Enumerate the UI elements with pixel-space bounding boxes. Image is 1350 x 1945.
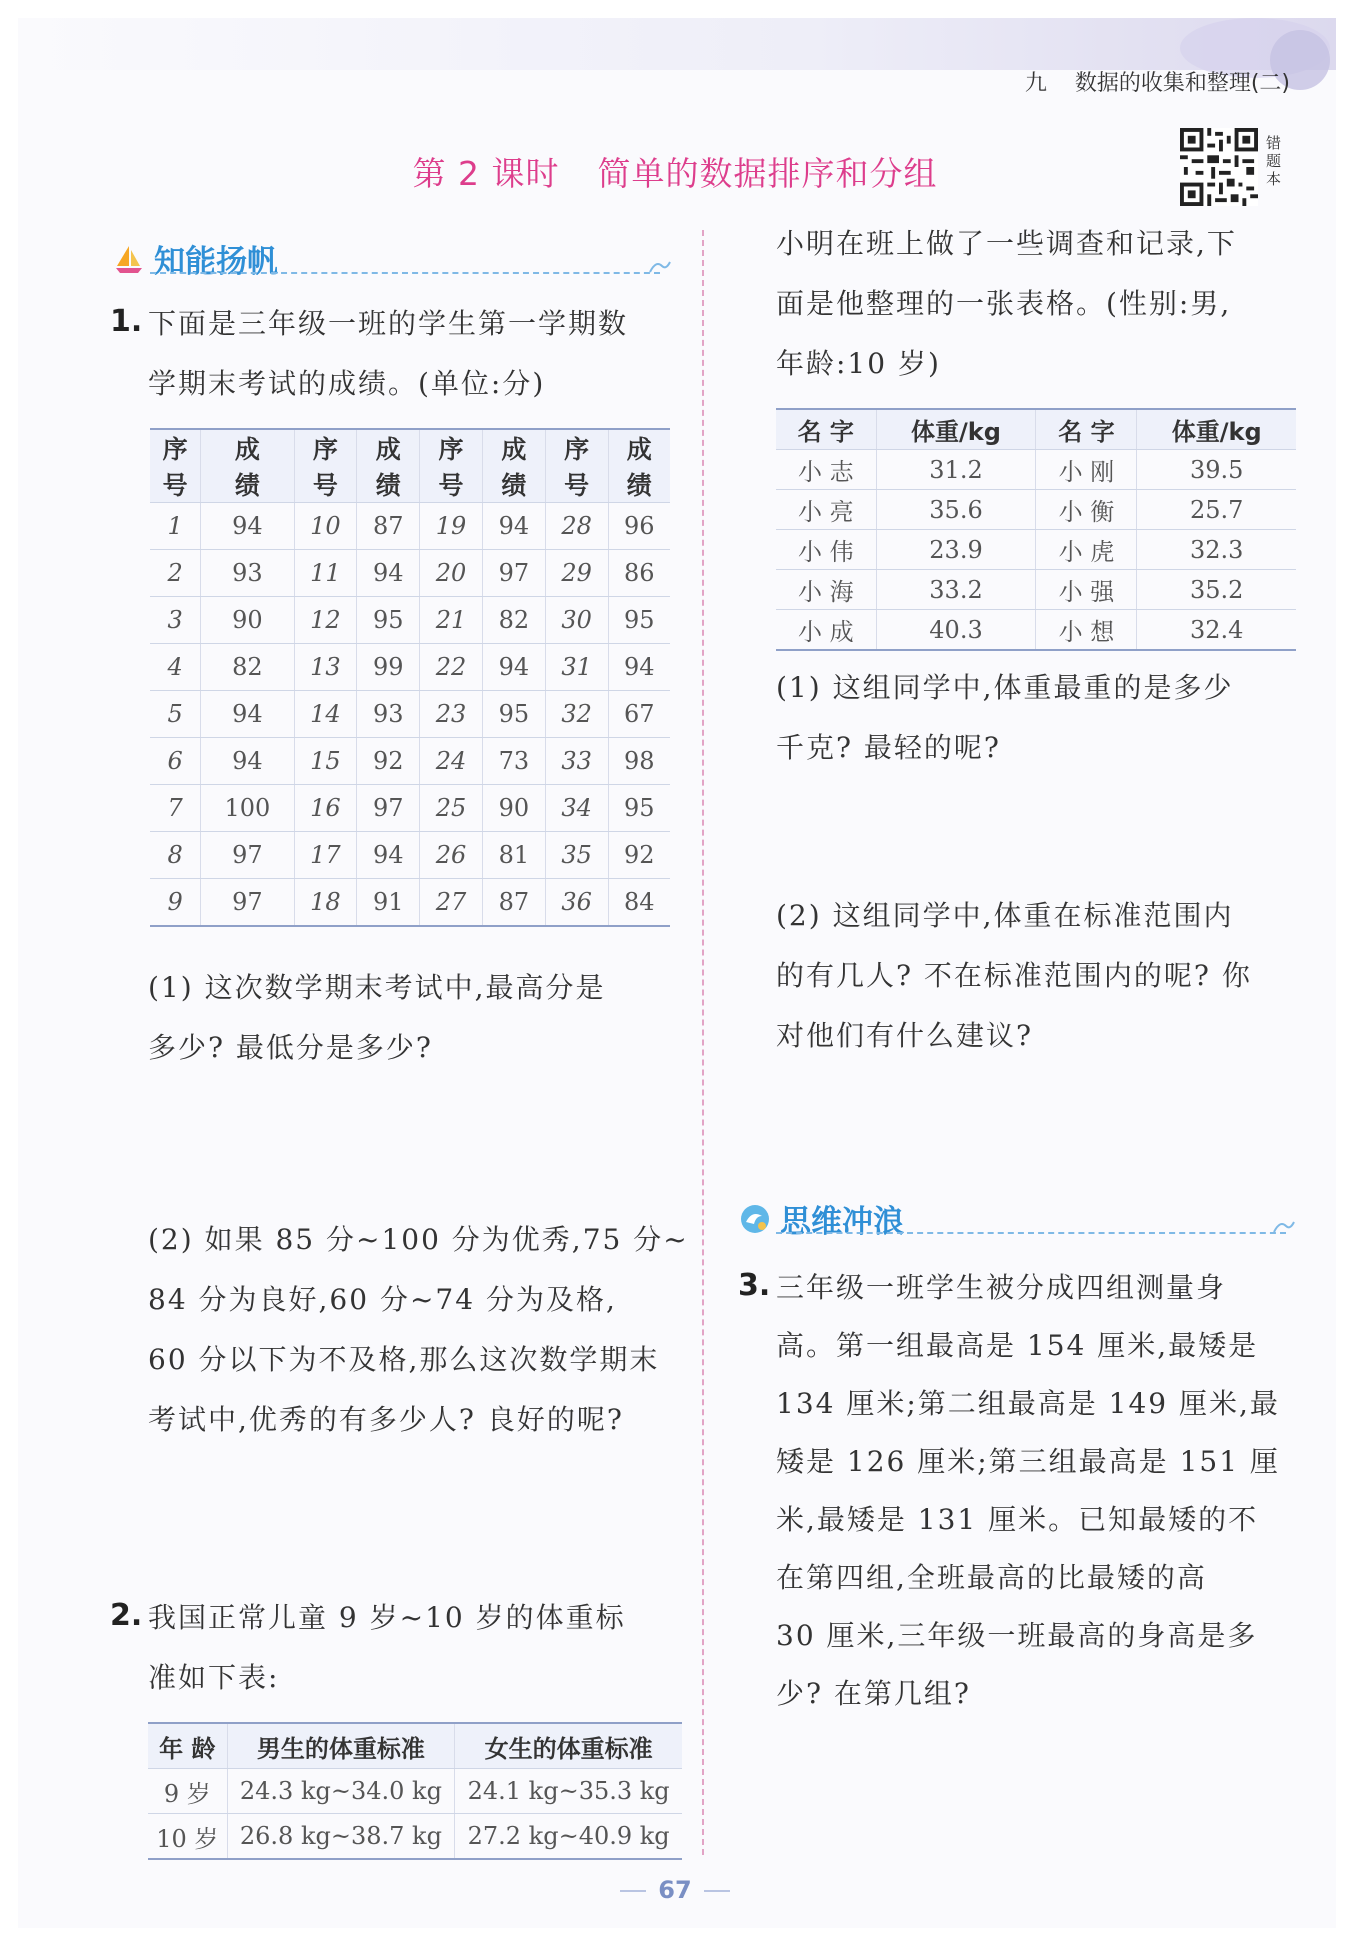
weight-cell: 23.9	[876, 530, 1036, 570]
weight-cell: 35.6	[876, 490, 1036, 530]
q2-cont-line3: 年龄:10 岁)	[776, 347, 941, 380]
seq-cell: 36	[545, 879, 608, 927]
weight-table-header	[776, 409, 1296, 450]
seq-cell: 5	[150, 691, 201, 738]
weight-cell: 40.3	[876, 610, 1036, 651]
score-cell: 93	[201, 550, 294, 597]
q1-sub2-line3: 60 分以下为不及格,那么这次数学期末	[148, 1343, 660, 1376]
score-cell: 97	[201, 879, 294, 927]
seq-cell: 16	[294, 785, 357, 832]
table-row	[150, 597, 670, 644]
table-row	[150, 738, 670, 785]
q1-sub2-line4: 考试中,优秀的有多少人? 良好的呢?	[148, 1403, 624, 1436]
weight-cell: 39.5	[1137, 450, 1296, 490]
score-cell: 97	[357, 785, 420, 832]
name-cell: 小 刚	[1036, 450, 1137, 490]
q2-stem-line2: 准如下表:	[148, 1661, 280, 1694]
header-cell: 序 号	[294, 429, 357, 503]
q1-sub1-line2: 多少? 最低分是多少?	[148, 1031, 433, 1064]
table-row	[148, 1769, 682, 1814]
q2-sub2-line1: (2) 这组同学中,体重在标准范围内	[776, 899, 1234, 932]
table-row	[150, 503, 670, 550]
weight-cell: 32.4	[1137, 610, 1296, 651]
section-heading-2	[738, 1196, 904, 1241]
table-row	[150, 691, 670, 738]
table-row	[776, 610, 1296, 651]
standard-table-header	[148, 1723, 682, 1769]
seq-cell: 24	[420, 738, 483, 785]
table-row	[150, 550, 670, 597]
table-row	[776, 450, 1296, 490]
scores-table	[150, 428, 670, 927]
page-number: 67	[0, 1876, 1350, 1904]
weight-record-table	[776, 408, 1296, 651]
wave-icon	[1272, 1216, 1296, 1236]
seq-cell: 1	[150, 503, 201, 550]
seq-cell: 9	[150, 879, 201, 927]
seq-cell: 19	[420, 503, 483, 550]
score-cell: 94	[608, 644, 670, 691]
seq-cell: 4	[150, 644, 201, 691]
lesson-name: 简单的数据排序和分组	[597, 154, 938, 193]
seq-cell: 34	[545, 785, 608, 832]
score-cell: 94	[201, 691, 294, 738]
seq-cell: 32	[545, 691, 608, 738]
weight-cell: 25.7	[1137, 490, 1296, 530]
table-cell: 9 岁	[148, 1769, 227, 1814]
score-cell: 93	[357, 691, 420, 738]
section-title-2: 思维冲浪	[780, 1204, 904, 1240]
header-cell: 成 绩	[357, 429, 420, 503]
name-cell: 小 亮	[776, 490, 876, 530]
table-row	[776, 530, 1296, 570]
lesson-number: 第 2 课时	[412, 154, 560, 193]
chapter-number: 九	[1024, 71, 1047, 96]
section-underline-1	[150, 272, 660, 274]
seq-cell: 6	[150, 738, 201, 785]
seq-cell: 29	[545, 550, 608, 597]
q2-cont-line1: 小明在班上做了一些调查和记录,下	[776, 227, 1237, 260]
column-divider	[702, 230, 704, 1855]
section-title-1: 知能扬帆	[154, 244, 278, 280]
lesson-title	[0, 148, 1350, 195]
score-cell: 82	[201, 644, 294, 691]
score-cell: 67	[608, 691, 670, 738]
table-row	[150, 879, 670, 927]
weight-cell: 31.2	[876, 450, 1036, 490]
score-cell: 90	[201, 597, 294, 644]
name-cell: 小 海	[776, 570, 876, 610]
seq-cell: 21	[420, 597, 483, 644]
seq-cell: 25	[420, 785, 483, 832]
weight-cell: 33.2	[876, 570, 1036, 610]
score-cell: 95	[357, 597, 420, 644]
score-cell: 100	[201, 785, 294, 832]
header-cell: 男生的体重标准	[227, 1723, 455, 1769]
name-cell: 小 伟	[776, 530, 876, 570]
seq-cell: 2	[150, 550, 201, 597]
weight-cell: 32.3	[1137, 530, 1296, 570]
weight-standard-table	[148, 1722, 682, 1860]
name-cell: 小 志	[776, 450, 876, 490]
table-cell: 26.8 kg~38.7 kg	[227, 1814, 455, 1860]
seq-cell: 11	[294, 550, 357, 597]
seq-cell: 26	[420, 832, 483, 879]
score-cell: 84	[608, 879, 670, 927]
table-row	[150, 785, 670, 832]
score-cell: 90	[482, 785, 545, 832]
qr-code-icon[interactable]	[1180, 128, 1258, 206]
table-cell: 10 岁	[148, 1814, 227, 1860]
header-cell: 体重/kg	[876, 409, 1036, 450]
wave-icon	[648, 256, 672, 276]
q3-line: 在第四组,全班最高的比最矮的高	[776, 1561, 1207, 1594]
score-cell: 99	[357, 644, 420, 691]
chapter-header	[1025, 66, 1290, 97]
seq-cell: 35	[545, 832, 608, 879]
header-cell: 序 号	[545, 429, 608, 503]
header-cell: 名 字	[1036, 409, 1137, 450]
score-cell: 94	[357, 832, 420, 879]
score-cell: 94	[482, 503, 545, 550]
score-cell: 95	[608, 597, 670, 644]
table-row	[148, 1814, 682, 1860]
seq-cell: 12	[294, 597, 357, 644]
q2-sub2-line3: 对他们有什么建议?	[776, 1019, 1034, 1052]
name-cell: 小 衡	[1036, 490, 1137, 530]
qr-label: 错题本	[1266, 134, 1282, 188]
seq-cell: 15	[294, 738, 357, 785]
seq-cell: 31	[545, 644, 608, 691]
score-cell: 73	[482, 738, 545, 785]
table-row	[150, 644, 670, 691]
q3-line: 30 厘米,三年级一班最高的身高是多	[776, 1619, 1258, 1652]
header-cell: 成 绩	[608, 429, 670, 503]
score-cell: 94	[482, 644, 545, 691]
header-cell: 序 号	[420, 429, 483, 503]
table-cell: 27.2 kg~40.9 kg	[455, 1814, 682, 1860]
table-cell: 24.3 kg~34.0 kg	[227, 1769, 455, 1814]
q3-line: 矮是 126 厘米;第三组最高是 151 厘	[776, 1445, 1280, 1478]
table-row	[776, 490, 1296, 530]
seq-cell: 33	[545, 738, 608, 785]
seq-cell: 13	[294, 644, 357, 691]
score-cell: 86	[608, 550, 670, 597]
seq-cell: 8	[150, 832, 201, 879]
seq-cell: 20	[420, 550, 483, 597]
score-cell: 95	[608, 785, 670, 832]
q3-line: 134 厘米;第二组最高是 149 厘米,最	[776, 1387, 1280, 1420]
score-cell: 94	[357, 550, 420, 597]
q2-cont-line2: 面是他整理的一张表格。(性别:男,	[776, 287, 1232, 320]
section-underline-2	[776, 1232, 1286, 1234]
header-cell: 年 龄	[148, 1723, 227, 1769]
seq-cell: 18	[294, 879, 357, 927]
score-cell: 92	[357, 738, 420, 785]
header-cell: 成 绩	[482, 429, 545, 503]
q1-stem-line1: 下面是三年级一班的学生第一学期数	[148, 307, 629, 340]
weight-cell: 35.2	[1137, 570, 1296, 610]
seq-cell: 30	[545, 597, 608, 644]
score-cell: 94	[201, 503, 294, 550]
q3-line: 三年级一班学生被分成四组测量身	[776, 1271, 1227, 1304]
score-cell: 97	[482, 550, 545, 597]
header-cell: 体重/kg	[1137, 409, 1296, 450]
seq-cell: 27	[420, 879, 483, 927]
header-cell: 名 字	[776, 409, 876, 450]
q3-line: 米,最矮是 131 厘米。已知最矮的不	[776, 1503, 1259, 1536]
scores-table-header	[150, 429, 670, 503]
scores-table-body	[150, 503, 670, 927]
q1-sub1-line1: (1) 这次数学期末考试中,最高分是	[148, 971, 606, 1004]
score-cell: 96	[608, 503, 670, 550]
q1-sub2-line1: (2) 如果 85 分~100 分为优秀,75 分~	[148, 1223, 689, 1256]
score-cell: 81	[482, 832, 545, 879]
seq-cell: 14	[294, 691, 357, 738]
score-cell: 92	[608, 832, 670, 879]
q3-line: 少? 在第几组?	[776, 1677, 971, 1710]
score-cell: 82	[482, 597, 545, 644]
section-heading-1	[112, 236, 278, 281]
seq-cell: 23	[420, 691, 483, 738]
weight-table-body	[776, 450, 1296, 651]
wave-surf-icon	[738, 1202, 772, 1236]
chapter-title: 数据的收集和整理(二)	[1074, 71, 1290, 96]
score-cell: 91	[357, 879, 420, 927]
seq-cell: 22	[420, 644, 483, 691]
name-cell: 小 想	[1036, 610, 1137, 651]
question-number-2: 2.	[110, 1598, 143, 1633]
seq-cell: 17	[294, 832, 357, 879]
q1-sub2-line2: 84 分为良好,60 分~74 分为及格,	[148, 1283, 617, 1316]
question-number-3: 3.	[738, 1268, 771, 1303]
sailboat-icon	[112, 242, 146, 276]
seq-cell: 10	[294, 503, 357, 550]
q2-sub2-line2: 的有几人? 不在标准范围内的呢? 你	[776, 959, 1252, 992]
score-cell: 95	[482, 691, 545, 738]
q2-sub1-line1: (1) 这组同学中,体重最重的是多少	[776, 671, 1234, 704]
seq-cell: 7	[150, 785, 201, 832]
top-decoration-band	[18, 18, 1336, 70]
name-cell: 小 虎	[1036, 530, 1137, 570]
question-number-1: 1.	[110, 304, 143, 339]
table-row	[776, 570, 1296, 610]
table-row	[150, 832, 670, 879]
header-cell: 女生的体重标准	[455, 1723, 682, 1769]
score-cell: 97	[201, 832, 294, 879]
q3-line: 高。第一组最高是 154 厘米,最矮是	[776, 1329, 1259, 1362]
score-cell: 87	[482, 879, 545, 927]
name-cell: 小 强	[1036, 570, 1137, 610]
name-cell: 小 成	[776, 610, 876, 651]
header-cell: 序 号	[150, 429, 201, 503]
score-cell: 94	[201, 738, 294, 785]
score-cell: 98	[608, 738, 670, 785]
q2-sub1-line2: 千克? 最轻的呢?	[776, 731, 1001, 764]
score-cell: 87	[357, 503, 420, 550]
seq-cell: 28	[545, 503, 608, 550]
table-cell: 24.1 kg~35.3 kg	[455, 1769, 682, 1814]
seq-cell: 3	[150, 597, 201, 644]
q1-stem-line2: 学期末考试的成绩。(单位:分)	[148, 367, 546, 400]
header-cell: 成 绩	[201, 429, 294, 503]
q2-stem-line1: 我国正常儿童 9 岁~10 岁的体重标	[148, 1601, 626, 1634]
